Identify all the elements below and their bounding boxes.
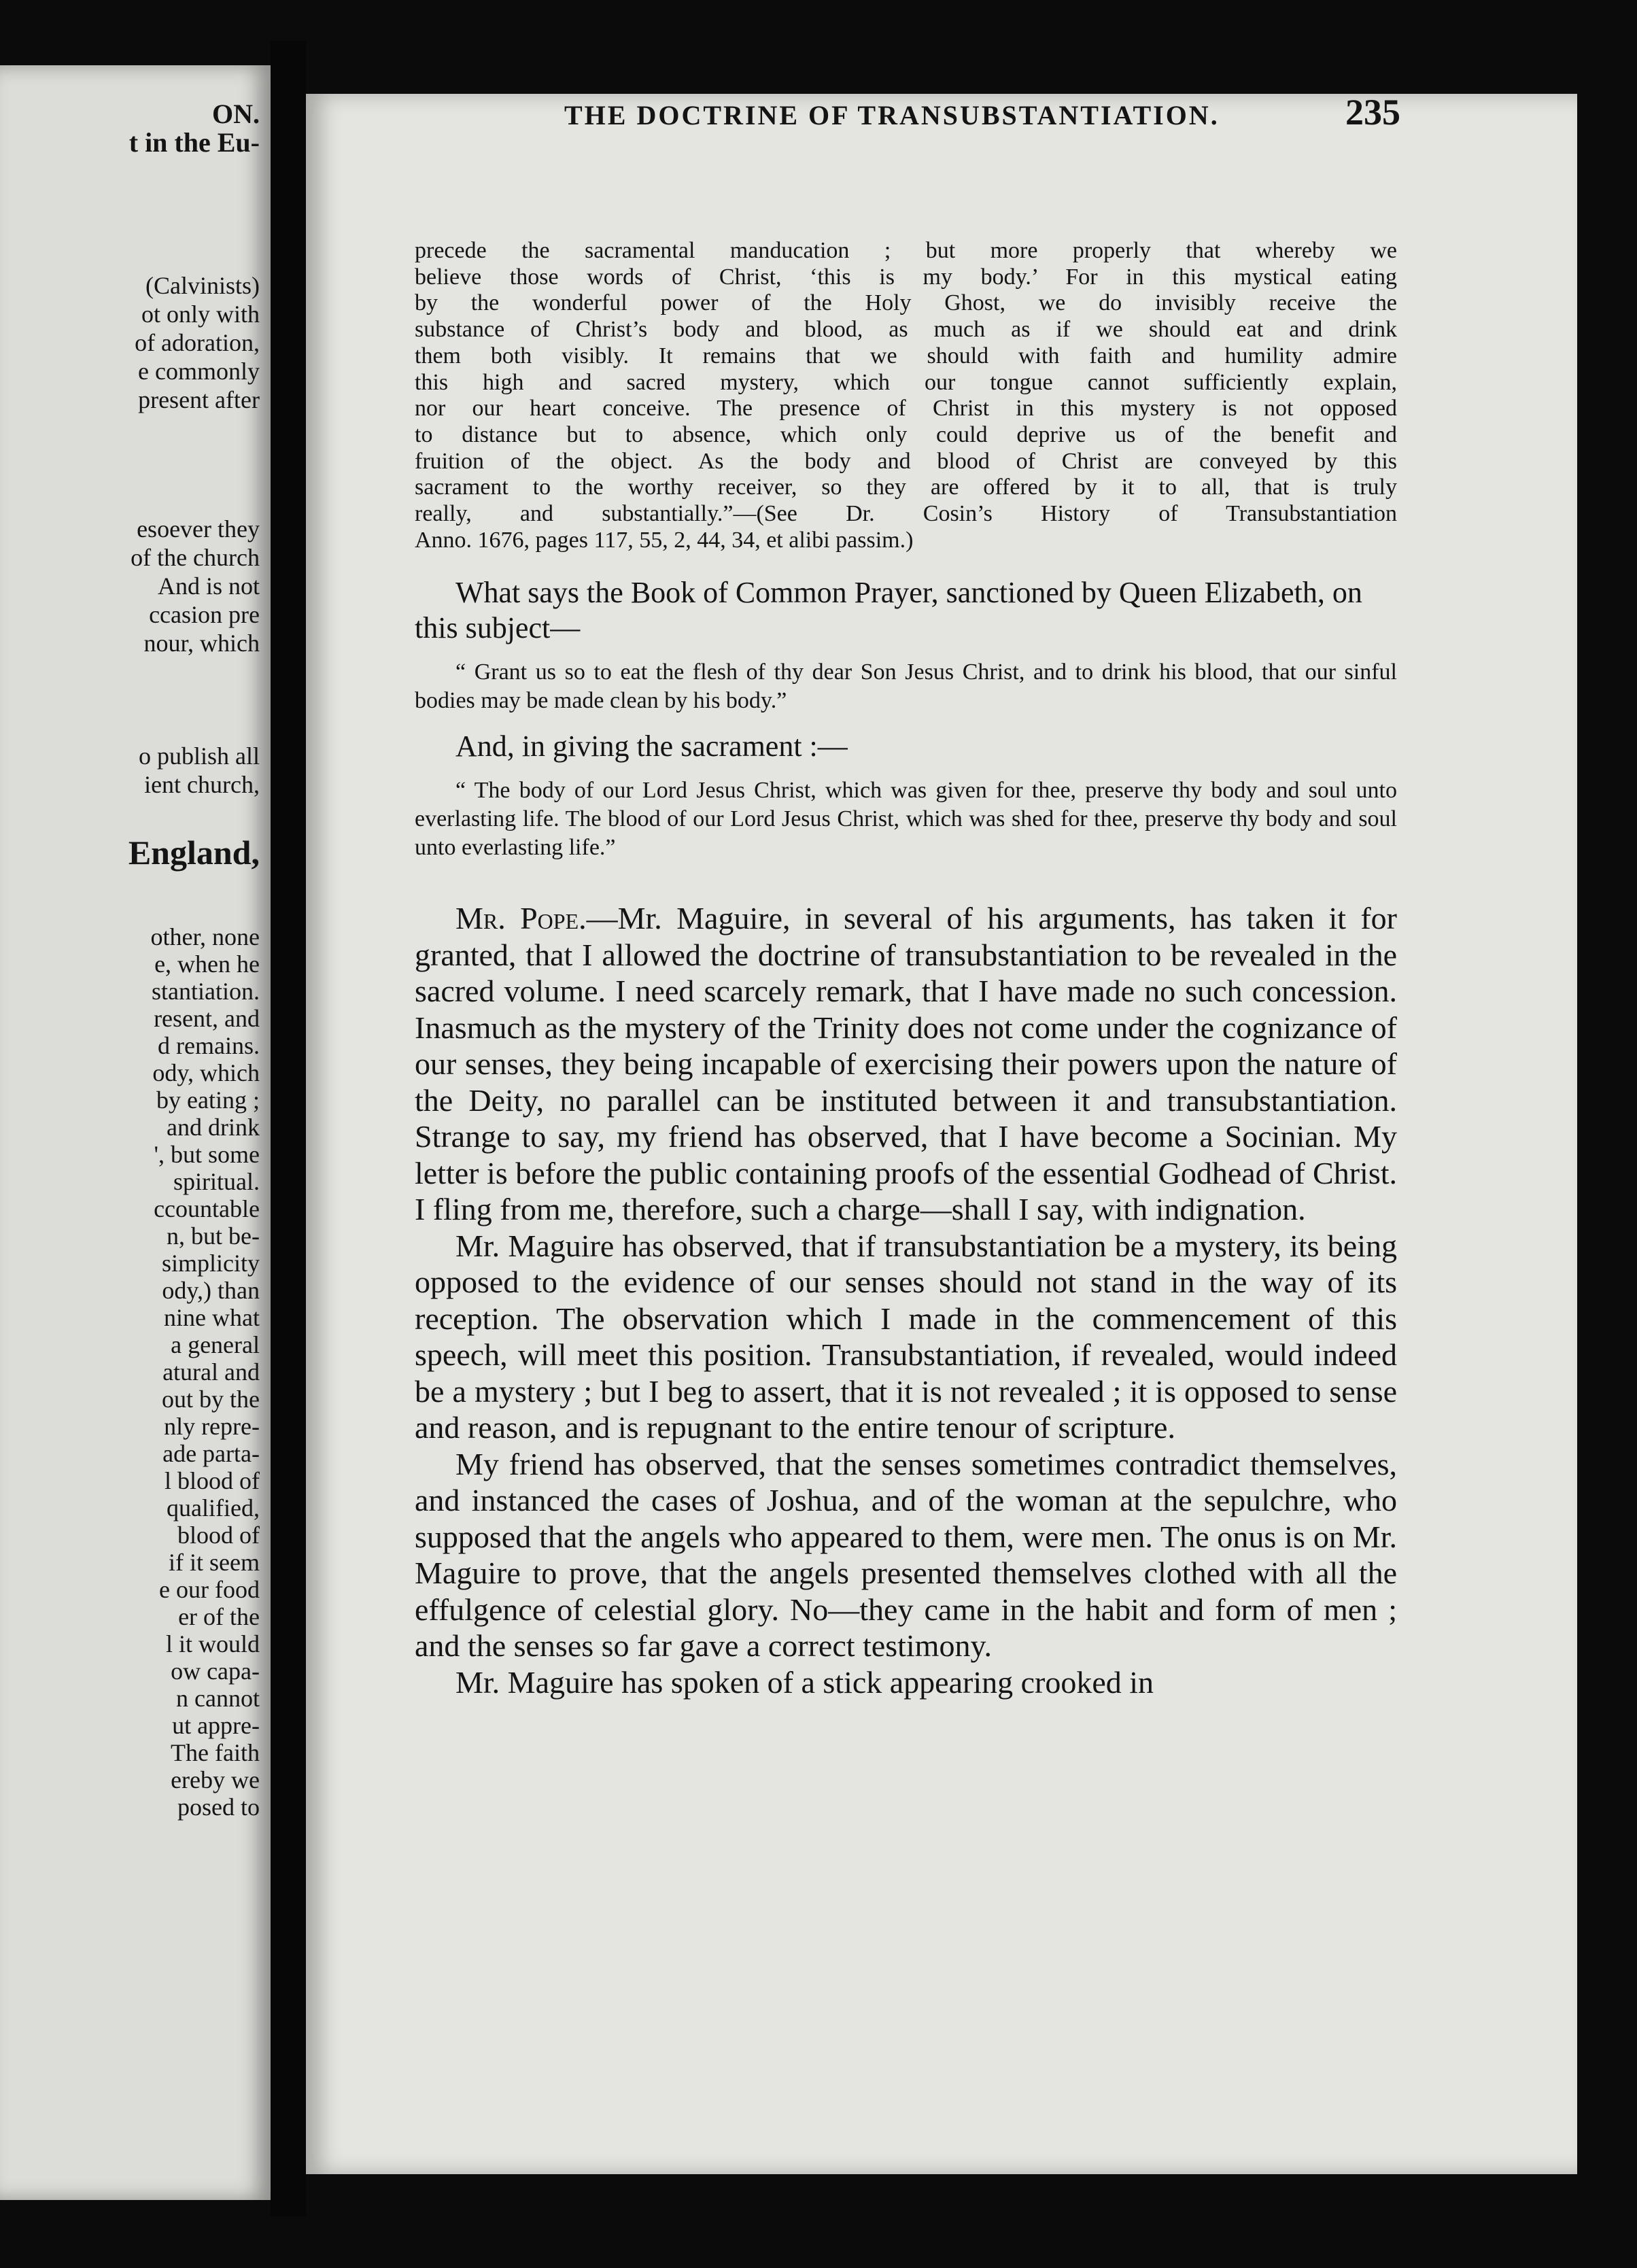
left-page-line: (Calvinists) <box>145 272 260 299</box>
left-page-line: atural and <box>162 1358 260 1386</box>
left-page-line: l it would <box>165 1630 260 1657</box>
left-page-line: ccasion pre <box>149 601 260 628</box>
page-number: 235 <box>1345 92 1400 133</box>
left-page-line: e commonly <box>138 358 260 385</box>
running-head <box>564 94 1400 135</box>
left-page-line: resent, and <box>154 1005 260 1032</box>
book-gutter <box>271 41 306 2216</box>
prayer-grant-us: “ Grant us so to eat the flesh of thy dear Son Jesus Christ, and to drink his blood, that our sinful bodies may be made clean by his body.” <box>415 659 1397 714</box>
left-page-line: ereby we <box>171 1766 260 1793</box>
left-page-line: nly repre- <box>164 1413 260 1440</box>
left-page-line: ON. <box>212 99 260 129</box>
quote-line: by the wonderful power of the Holy Ghost, we do invisibly receive the <box>415 290 1397 316</box>
left-page-fragment <box>0 65 271 2200</box>
left-page-line: ', but some <box>154 1141 260 1168</box>
speaker-name: Mr. Pope. <box>455 901 587 936</box>
quote-line: Anno. 1676, pages 117, 55, 2, 44, 34, et alibi passim.) <box>415 527 914 553</box>
left-page-line: ade parta- <box>162 1440 260 1467</box>
left-page-line: nour, which <box>143 630 260 657</box>
left-page-line: nine what <box>164 1304 260 1331</box>
paragraph-pope <box>415 900 1397 1228</box>
prayer-body-of-christ: “ The body of our Lord Jesus Christ, which was given for thee, preserve thy body and soul unto everlasting life. The blood of our Lord Jesus Christ, which was shed for thee, preserve thy body and soul unto everlasting life.” <box>415 778 1397 861</box>
left-page-line: er of the <box>178 1603 260 1630</box>
left-page-line: ut appre- <box>172 1712 260 1739</box>
left-page-line: t in the Eu- <box>128 127 260 158</box>
sacrament-intro: And, in giving the sacrament :— <box>455 729 848 763</box>
left-page-line: ody,) than <box>162 1277 260 1304</box>
left-page-line: l blood of <box>165 1467 260 1494</box>
paragraph-pope-text: —Mr. Maguire, in several of his arguments, has taken it for granted, that I allowed the doctrine of transubstantiation to be revealed in the sacred volume. I need scarcely remark, that I have made no such concession. Inasmuch as the mystery of the Trinity does not come under the cognizance of our senses, they being incapable of exercising their powers upon the nature of the Deity, no parallel can be instituted between it and transubstantiation. Strange to say, my friend has observed, that I have become a Socinian. My letter is before the public containing proofs of the essential Godhead of Christ. I fling from me, therefore, such a charge—shall I say, with indignation. <box>415 901 1397 1227</box>
left-page-line: England, <box>128 834 260 872</box>
book-question: What says the Book of Common Prayer, sanctioned by Queen Elizabeth, on this subject— <box>415 576 1362 645</box>
quote-line: nor our heart conceive. The presence of Christ in this mystery is not opposed <box>415 396 1397 422</box>
left-page-line: stantiation. <box>152 978 260 1005</box>
quote-line: substance of Christ’s body and blood, as much as if we should eat and drink <box>415 317 1397 343</box>
paragraph-senses: My friend has observed, that the senses sometimes contradict themselves, and instanced the cases of Joshua, and of the woman at the sepulchre, who supposed that the angels who appeared to them, were men. The onus is on Mr. Maguire to prove, that the angels presented themselves clothed with all the effulgence of celestial glory. No—they came in the habit and form of men ; and the senses so far gave a correct testimony. <box>415 1446 1397 1664</box>
left-page-line: e, when he <box>154 950 260 978</box>
quote-line: to distance but to absence, which only could deprive us of the benefit and <box>415 422 1397 447</box>
left-page-line: and drink <box>167 1114 260 1141</box>
paragraph-mystery: Mr. Maguire has observed, that if transubstantiation be a mystery, its being opposed to the evidence of our senses should not stand in the way of its reception. The observation which I made in the commencement of this speech, will meet this position. Transubstantiation, if revealed, would indeed be a mystery ; but I beg to assert, that it is not revealed ; it is opposed to sense and reason, and is repugnant to the entire tenour of scripture. <box>415 1228 1397 1445</box>
left-page-line: ot only with <box>141 300 260 328</box>
left-page-line: e our food <box>159 1576 260 1603</box>
left-page-line: o publish all <box>139 742 260 770</box>
left-page-line: if it seem <box>169 1549 260 1576</box>
left-page-line: other, none <box>150 923 260 950</box>
left-page-line: blood of <box>177 1522 260 1549</box>
left-page-line: by eating ; <box>156 1086 260 1114</box>
left-page-line: And is not <box>157 572 260 600</box>
left-page-line: present after <box>138 386 260 413</box>
left-page-line: of adoration, <box>135 329 260 356</box>
quote-line: really, and substantially.”—(See Dr. Cosin’s History of Transubstantiation <box>415 501 1397 527</box>
left-page-line: posed to <box>177 1793 260 1821</box>
left-page-line: ody, which <box>152 1059 260 1086</box>
page-text <box>415 238 1397 1700</box>
left-page-line: esoever they <box>137 515 260 543</box>
quote-line: them both visibly. It remains that we should with faith and humility admire <box>415 343 1397 368</box>
left-page-line: d remains. <box>158 1032 260 1059</box>
cosin-quote <box>415 238 1397 553</box>
left-page-line: qualified, <box>167 1494 260 1522</box>
paragraph-stick: Mr. Maguire has spoken of a stick appearing crooked in <box>455 1664 1154 1700</box>
left-page-line: n, but be- <box>167 1222 260 1250</box>
quote-line: precede the sacramental manducation ; but more properly that whereby we <box>415 238 1397 263</box>
left-page-line: n cannot <box>176 1685 260 1712</box>
left-page-line: spiritual. <box>173 1168 260 1195</box>
quote-line: believe those words of Christ, ‘this is my body.’ For in this mystical eating <box>415 264 1397 290</box>
left-page-line: out by the <box>162 1386 260 1413</box>
quote-line: this high and sacred mystery, which our tongue cannot sufficiently explain, <box>415 369 1397 395</box>
quote-line: fruition of the object. As the body and blood of Christ are conveyed by this <box>415 448 1397 474</box>
left-page-line: The faith <box>171 1739 260 1766</box>
left-page-line: of the church <box>131 544 260 571</box>
left-page-line: simplicity <box>162 1250 260 1277</box>
quote-line: sacrament to the worthy receiver, so they are offered by it to all, that is truly <box>415 475 1397 500</box>
left-page-line: ccountable <box>154 1195 260 1222</box>
left-page-line: ient church, <box>144 771 260 798</box>
left-page-line: ow capa- <box>171 1657 260 1685</box>
running-title: THE DOCTRINE OF TRANSUBSTANTIATION. <box>564 100 1220 131</box>
left-page-line: a general <box>171 1331 260 1358</box>
